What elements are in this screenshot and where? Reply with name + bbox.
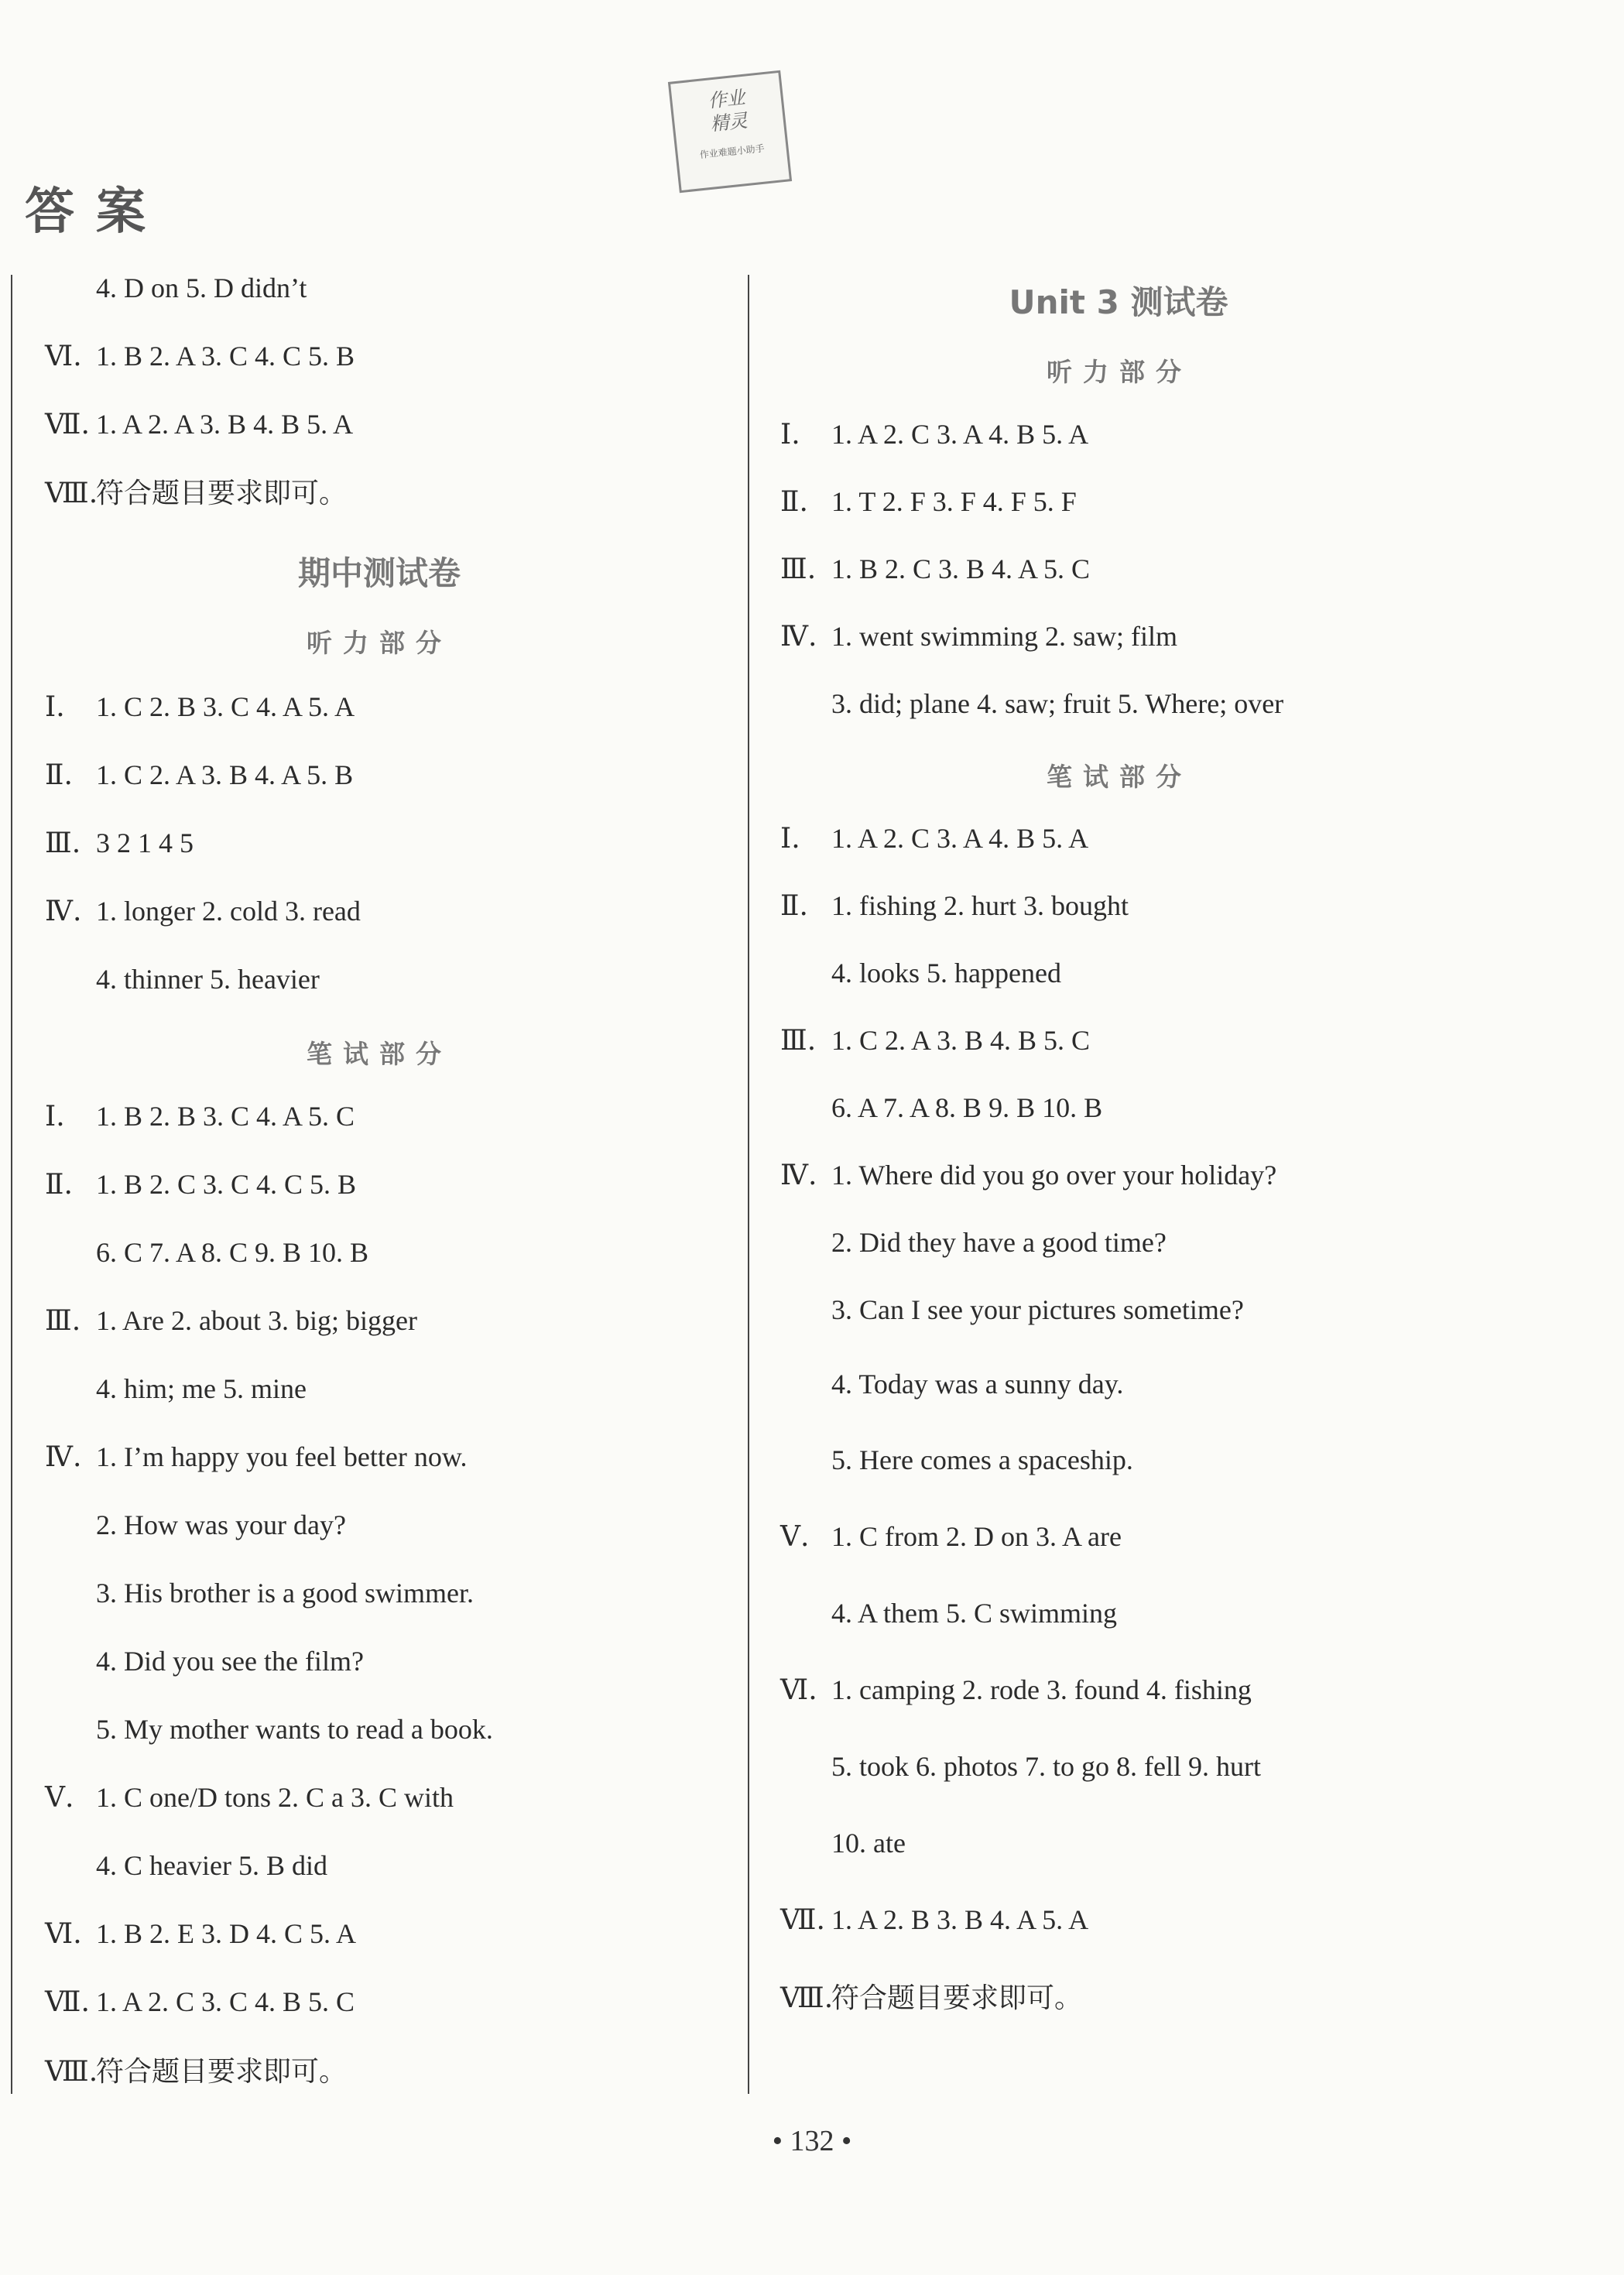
answer-row: Ⅰ. 1. A 2. C 3. A 4. B 5. A (780, 823, 1089, 855)
answer-row: 5. Here comes a spaceship. (831, 1444, 1133, 1475)
answer-row: 5. took 6. photos 7. to go 8. fell 9. hurt (831, 1751, 1261, 1782)
answer-row: 4. A them 5. C swimming (831, 1598, 1118, 1629)
subheading-written: 笔试部分 (1047, 762, 1192, 792)
answer-row: 5. My mother wants to read a book. (96, 1714, 493, 1745)
answer-row: Ⅲ. 1. C 2. A 3. B 4. B 5. C (780, 1025, 1091, 1057)
answer-row: 3. did; plane 4. saw; fruit 5. Where; over (831, 688, 1284, 719)
stamp-line-1: 作业 (707, 86, 746, 112)
subheading-listening: 听力部分 (307, 628, 452, 658)
subheading-listening: 听力部分 (1047, 357, 1192, 387)
answer-row: 4. looks 5. happened (831, 958, 1061, 988)
page-number: • 132 • (772, 2125, 852, 2157)
answer-row: 4. thinner 5. heavier (96, 964, 320, 995)
answer-row: 4. D on 5. D didn’t (96, 272, 307, 303)
answer-row: Ⅵ. 1. camping 2. rode 3. found 4. fishing (780, 1674, 1252, 1706)
answer-row: Ⅲ. 3 2 1 4 5 (45, 827, 194, 859)
answer-row: Ⅲ. 1. Are 2. about 3. big; bigger (45, 1305, 417, 1337)
answer-row: Ⅳ. 1. went swimming 2. saw; film (780, 621, 1177, 653)
section-heading-midterm: 期中测试卷 (297, 554, 461, 592)
column-divider-line (748, 275, 749, 2094)
answer-row: Ⅱ. 1. fishing 2. hurt 3. bought (780, 890, 1129, 922)
answer-row: 2. How was your day? (96, 1509, 346, 1540)
answer-row: Ⅱ. 1. B 2. C 3. C 4. C 5. B (45, 1169, 357, 1201)
answer-row: Ⅰ. 1. C 2. B 3. C 4. A 5. A (45, 691, 355, 723)
answer-row: 3. Can I see your pictures sometime? (831, 1294, 1244, 1325)
answer-row: Ⅱ. 1. C 2. A 3. B 4. A 5. B (45, 759, 354, 791)
answer-row: Ⅷ.符合题目要求即可。 (45, 478, 348, 509)
answer-row: 6. A 7. A 8. B 9. B 10. B (831, 1092, 1103, 1123)
answer-row: 3. His brother is a good swimmer. (96, 1578, 474, 1609)
subheading-written: 笔试部分 (307, 1039, 452, 1069)
answer-row: Ⅴ. 1. C one/D tons 2. C a 3. C with (45, 1782, 454, 1814)
stamp-line-3: 作业难题小助手 (699, 142, 766, 161)
answer-row: Ⅵ. 1. B 2. E 3. D 4. C 5. A (45, 1918, 357, 1950)
answer-row: Ⅱ. 1. T 2. F 3. F 4. F 5. F (780, 486, 1077, 518)
answer-row: Ⅳ. 1. longer 2. cold 3. read (45, 896, 361, 927)
answer-row: Ⅳ. 1. I’m happy you feel better now. (45, 1441, 468, 1473)
stamp-line-2: 精灵 (709, 109, 749, 135)
answer-row: 2. Did they have a good time? (831, 1227, 1167, 1258)
answer-row: 4. C heavier 5. B did (96, 1850, 327, 1881)
answer-row: Ⅰ. 1. A 2. C 3. A 4. B 5. A (780, 419, 1089, 451)
answer-row: Ⅷ.符合题目要求即可。 (45, 2056, 348, 2088)
answer-row: 10. ate (831, 1828, 906, 1859)
answer-row: 4. him; me 5. mine (96, 1373, 307, 1404)
answer-row: Ⅷ.符合题目要求即可。 (780, 1982, 1083, 2014)
answer-row: Ⅶ. 1. A 2. C 3. C 4. B 5. C (45, 1986, 355, 2018)
answer-row: Ⅶ. 1. A 2. B 3. B 4. A 5. A (780, 1904, 1089, 1936)
watermark-stamp (668, 70, 792, 193)
answer-row: Ⅰ. 1. B 2. B 3. C 4. A 5. C (45, 1101, 355, 1132)
left-border-line (11, 275, 12, 2094)
answer-row: 4. Today was a sunny day. (831, 1369, 1124, 1400)
answer-row: 4. Did you see the film? (96, 1646, 364, 1677)
section-heading-unit3: Unit 3 测试卷 (1009, 283, 1228, 321)
answer-row: Ⅳ. 1. Where did you go over your holiday? (780, 1160, 1277, 1191)
answer-row: Ⅴ. 1. C from 2. D on 3. A are (780, 1521, 1122, 1553)
answer-row: Ⅶ. 1. A 2. A 3. B 4. B 5. A (45, 409, 354, 440)
answer-row: Ⅲ. 1. B 2. C 3. B 4. A 5. C (780, 553, 1091, 585)
answer-row: Ⅵ. 1. B 2. A 3. C 4. C 5. B (45, 341, 355, 372)
answer-row: 6. C 7. A 8. C 9. B 10. B (96, 1237, 369, 1268)
page-title: 答案 (25, 183, 167, 241)
